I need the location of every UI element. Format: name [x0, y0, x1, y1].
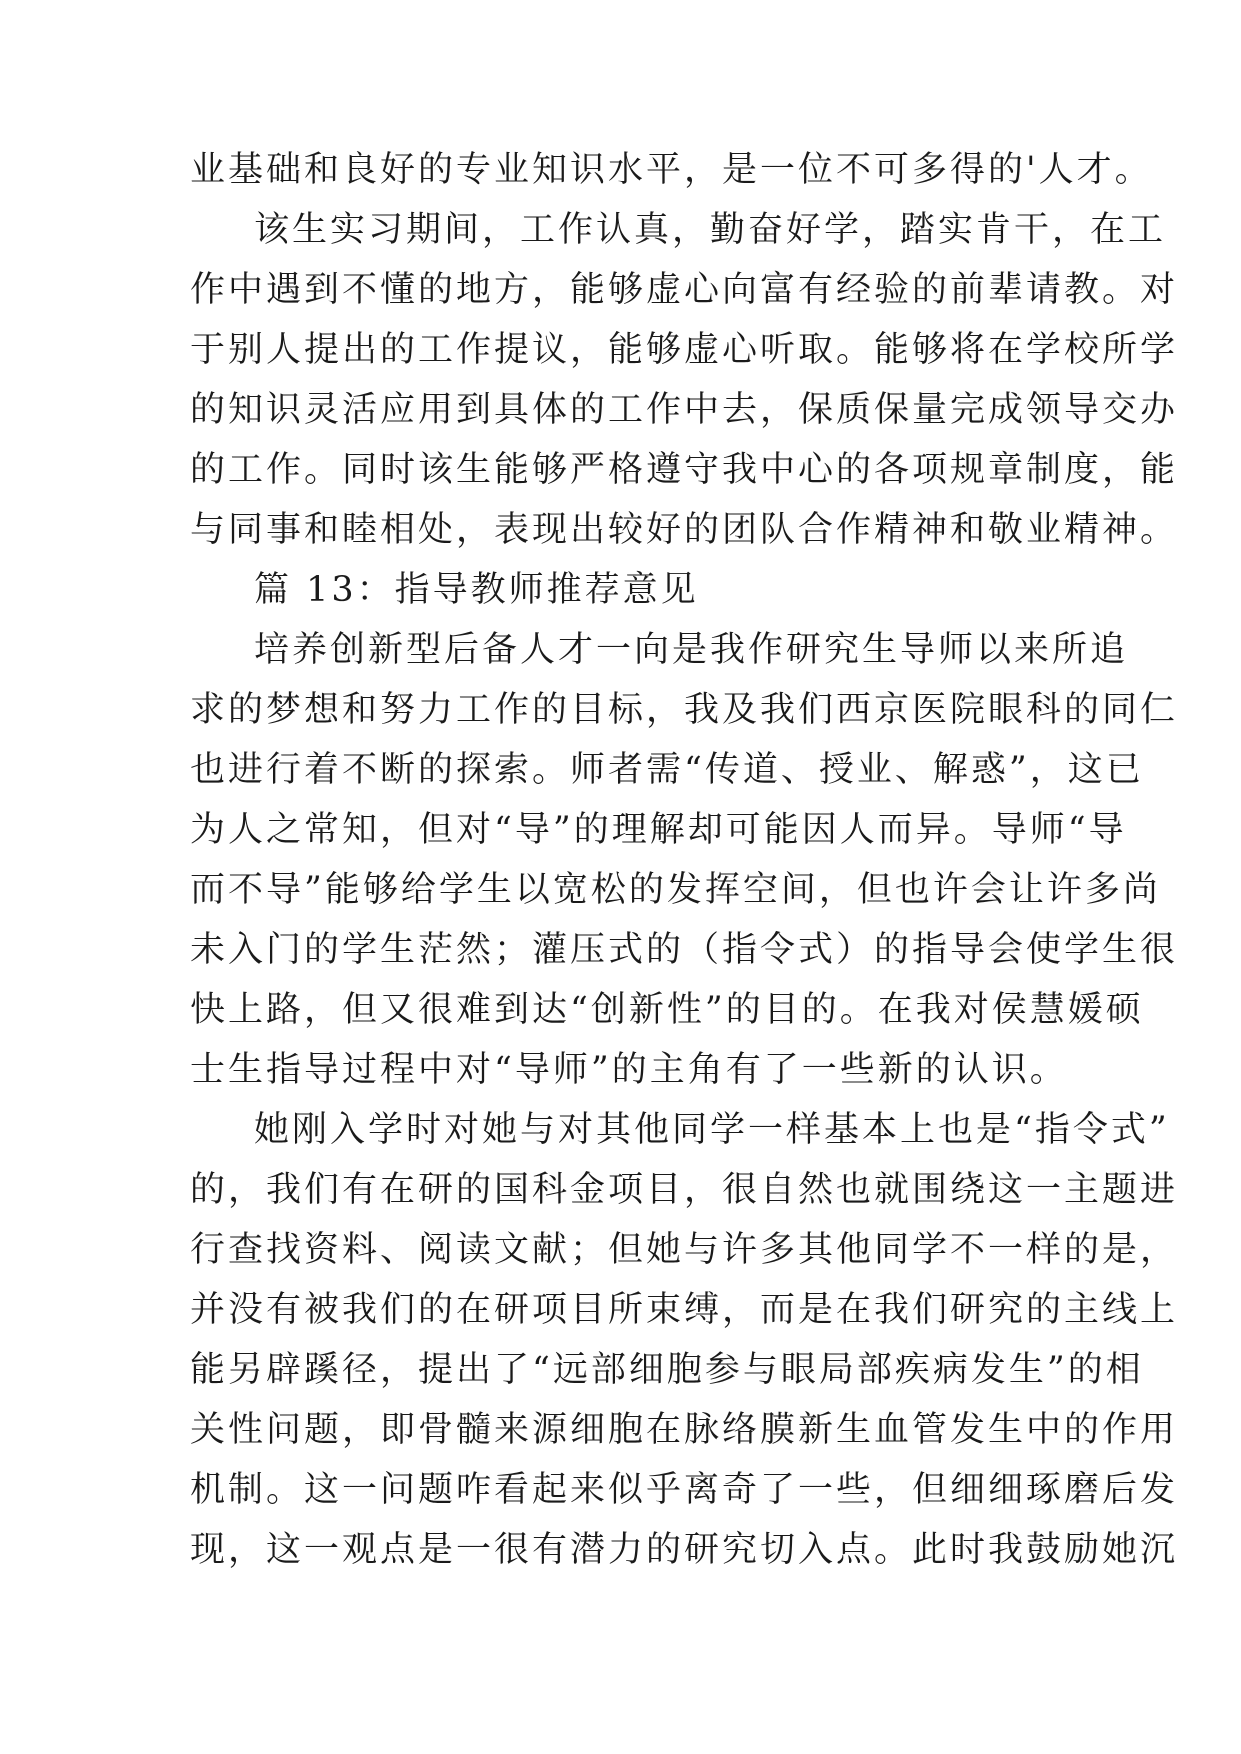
text-line: 为人之常知，但对“导”的理解却可能因人而异。导师“导: [190, 810, 1127, 850]
paragraph-start-line: 该生实习期间，工作认真，勤奋好学，踏实肯干，在工: [254, 210, 1167, 250]
text-line: 并没有被我们的在研项目所束缚，而是在我们研究的主线上: [190, 1290, 1179, 1330]
text-line: 快上路，但又很难到达“创新性”的目的。在我对侯慧媛硕: [190, 990, 1144, 1030]
text-line: 未入门的学生茫然；灌压式的（指令式）的指导会使学生很: [190, 930, 1179, 970]
text-line: 的知识灵活应用到具体的工作中去，保质保量完成领导交办: [190, 390, 1179, 430]
text-line: 作中遇到不懂的地方，能够虚心向富有经验的前辈请教。对: [190, 270, 1179, 310]
text-line: 机制。这一问题咋看起来似乎离奇了一些，但细细琢磨后发: [190, 1470, 1179, 1510]
section-heading: 篇 13：指导教师推荐意见: [254, 570, 699, 610]
paragraph-start-line: 她刚入学时对她与对其他同学一样基本上也是“指令式”: [254, 1110, 1170, 1150]
text-line: 求的梦想和努力工作的目标，我及我们西京医院眼科的同仁: [190, 690, 1179, 730]
text-line: 士生指导过程中对“导师”的主角有了一些新的认识。: [190, 1050, 1068, 1090]
paragraph-start-line: 培养创新型后备人才一向是我作研究生导师以来所追: [254, 630, 1129, 670]
text-line: 也进行着不断的探索。师者需“传道、授业、解惑”，这已: [190, 750, 1144, 790]
text-line: 的，我们有在研的国科金项目，很自然也就围绕这一主题进: [190, 1170, 1179, 1210]
text-line: 的工作。同时该生能够严格遵守我中心的各项规章制度，能: [190, 450, 1179, 490]
text-line: 行查找资料、阅读文献；但她与许多其他同学不一样的是，: [190, 1230, 1179, 1270]
text-line: 与同事和睦相处，表现出较好的团队合作精神和敬业精神。: [190, 510, 1179, 550]
text-line: 于别人提出的工作提议，能够虚心听取。能够将在学校所学: [190, 330, 1179, 370]
text-line: 现，这一观点是一很有潜力的研究切入点。此时我鼓励她沉: [190, 1530, 1179, 1570]
text-line: 关性问题，即骨髓来源细胞在脉络膜新生血管发生中的作用: [190, 1410, 1179, 1450]
text-line: 能另辟蹊径，提出了“远部细胞参与眼局部疾病发生”的相: [190, 1350, 1144, 1390]
text-line: 业基础和良好的专业知识水平，是一位不可多得的'人才。: [190, 150, 1153, 190]
text-line: 而不导”能够给学生以宽松的发挥空间，但也许会让许多尚: [190, 870, 1161, 910]
